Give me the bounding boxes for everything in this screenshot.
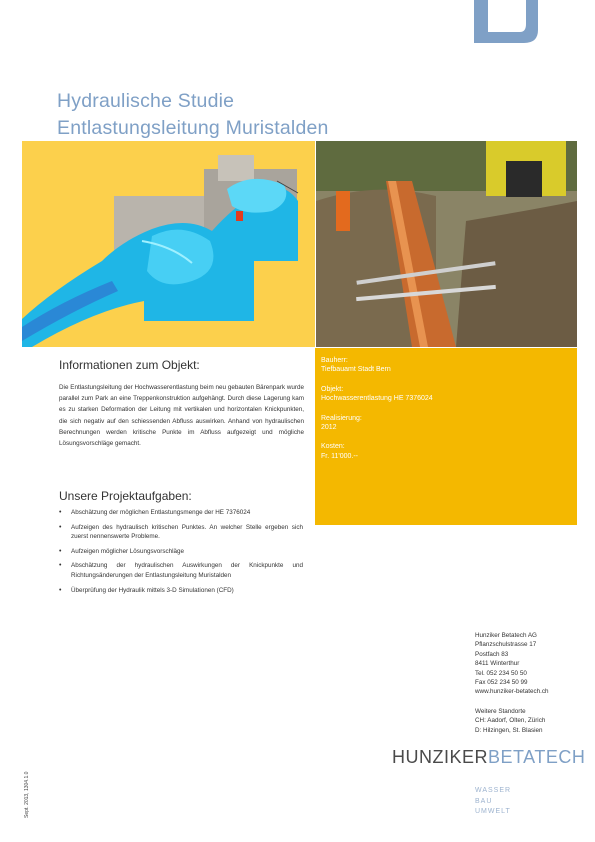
project-facts bbox=[321, 356, 433, 461]
object-label: Objekt: bbox=[321, 385, 344, 393]
page-title bbox=[57, 88, 329, 142]
locations-ch: CH: Aadorf, Olten, Zürich bbox=[475, 717, 546, 725]
tasks-heading: Unsere Projektaufgaben: bbox=[59, 489, 192, 503]
company-logo bbox=[392, 747, 585, 768]
cost-value: Fr. 11'000.-- bbox=[321, 452, 358, 460]
logo-hunziker: HUNZIKER bbox=[392, 747, 489, 767]
company-name: Hunziker Betatech AG bbox=[475, 632, 537, 639]
company-address bbox=[475, 631, 549, 735]
tag-umwelt: UMWELT bbox=[475, 808, 511, 815]
client-label: Bauherr: bbox=[321, 357, 348, 364]
logo-betatech: BETATECH bbox=[488, 747, 586, 767]
bullet-icon: • bbox=[59, 509, 62, 516]
year-value: 2012 bbox=[321, 424, 337, 432]
title-line-2: Entlastungsleitung Muristalden bbox=[57, 117, 329, 139]
bullet-icon: • bbox=[59, 523, 62, 531]
website-link[interactable]: www.hunziker-betatech.ch bbox=[475, 688, 549, 696]
tag-wasser: WASSER bbox=[475, 787, 512, 794]
cost-label: Kosten: bbox=[321, 443, 345, 451]
bullet-icon: • bbox=[59, 562, 62, 570]
tasks-list bbox=[59, 508, 303, 600]
locations-label: Weitere Standorte bbox=[475, 707, 526, 715]
construction-pipe-photo bbox=[316, 141, 577, 347]
street: Pflanzschulstrasse 17 bbox=[475, 641, 537, 649]
title-line-1: Hydraulische Studie bbox=[57, 90, 235, 112]
year-label: Realisierung: bbox=[321, 414, 362, 422]
object-value: Hochwasserentlastung HE 7376024 bbox=[321, 395, 433, 403]
city: 8411 Winterthur bbox=[475, 660, 520, 668]
fax: Fax 052 234 50 99 bbox=[475, 679, 528, 687]
cfd-simulation-image bbox=[22, 141, 315, 347]
bullet-icon: • bbox=[59, 547, 62, 555]
document-code: Sept. 2013, 1304.1.0 bbox=[24, 771, 30, 818]
postbox: Postfach 83 bbox=[475, 650, 509, 658]
list-item: • Abschätzung der hydraulischen Auswirkungen der Knickpunkte und Richtungsänderungen der Entlastungsleitung Muristalden bbox=[59, 562, 303, 579]
locations-d: D: Hilzingen, St. Blasien bbox=[475, 726, 543, 734]
list-item: • Aufzeigen möglicher Lösungsvorschläge bbox=[59, 547, 185, 555]
phone: Tel. 052 234 50 50 bbox=[475, 669, 527, 677]
info-heading: Informationen zum Objekt: bbox=[59, 358, 200, 372]
list-item: • Aufzeigen des hydraulisch kritischen Punktes. An welcher Stelle ergeben sich zuerst nennenswerte Probleme. bbox=[59, 523, 303, 541]
list-item: • Überprüfung der Hydraulik mittels 3-D Simulationen (CFD) bbox=[59, 586, 234, 594]
list-item: • Abschätzung der möglichen Entlastungsmenge der HE 7376024 bbox=[59, 509, 251, 516]
bullet-icon: • bbox=[59, 586, 62, 594]
logo-tagline bbox=[475, 786, 511, 818]
betatech-logo-mark bbox=[474, 0, 538, 43]
info-paragraph: Die Entlastungsleitung der Hochwasserentlastung beim neu gebauten Bärenpark wurde parallel zum Park an eine Treppenkonstruktion aufgehängt. Durch diese Lagerung kam es zu starken Deformation der Leitung mit vertikalen und horizontalen Knickpunkten, die sich negativ auf den schiessenden Abfluss auswirken. Anhand von hydraulischen Berechnungen werden kritische Punkte im Abfluss aufgezeigt und mögliche Lösungsvorschläge gemacht. bbox=[59, 384, 304, 448]
tag-bau: BAU bbox=[475, 797, 493, 805]
client-value: Tiefbauamt Stadt Bern bbox=[321, 366, 391, 374]
